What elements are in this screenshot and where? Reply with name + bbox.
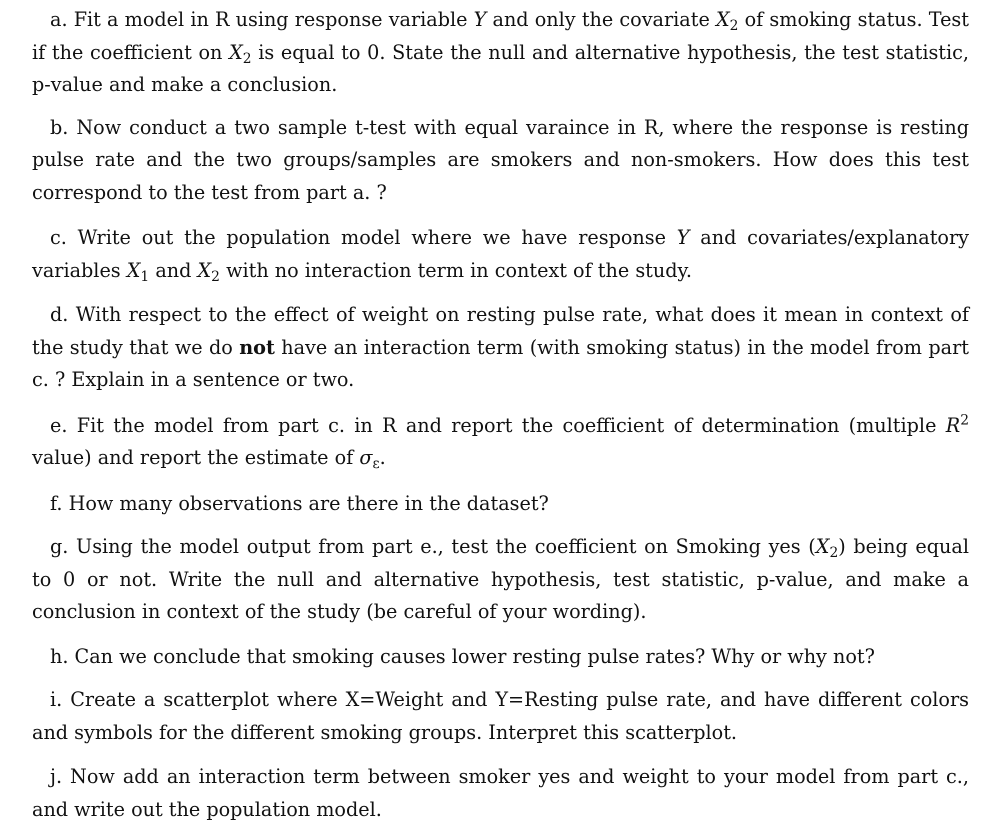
question-c-text-2: and covariates/explanatory variables	[32, 226, 969, 282]
question-a-text-4: is equal to 0. State the null and alternative hypothesis, the test statistic, p-value and make a conclusion.	[32, 40, 969, 96]
variable-y: Y	[473, 8, 487, 31]
question-d-text-2: have an interaction term (with smoking status) in the model from part c. ? Explain in a sentence or two.	[32, 335, 969, 391]
question-g	[32, 531, 969, 629]
question-a-text-1: a. Fit a model in R using response variable	[50, 8, 474, 31]
question-c	[32, 222, 969, 287]
question-d	[32, 299, 969, 397]
question-c-text-1: c. Write out the population model where we have response	[50, 226, 677, 249]
variable-x2: $X_2$	[197, 258, 220, 285]
question-a-text-3: of smoking status. Test if the coefficient on	[32, 8, 969, 64]
r-squared: $R^2$	[945, 411, 969, 437]
variable-x2: $X_2$	[815, 535, 839, 561]
question-f: f. How many observations are there in the dataset?	[50, 491, 549, 515]
variable-x2: $X_2$	[715, 8, 739, 34]
emphasis-not: not	[239, 335, 275, 359]
document-page	[32, 4, 969, 826]
variable-y: Y	[676, 226, 690, 249]
question-b: b. Now conduct a two sample t-test with equal varaince in R, where the response is resting pulse rate and the two groups/samples are smokers and non-smokers. How does this test correspond to the test from part a. ?	[32, 115, 969, 204]
question-i: i. Create a scatterplot where X=Weight and Y=Resting pulse rate, and have different colors and symbols for the different smoking groups. Interpret this scatterplot.	[32, 688, 969, 744]
sigma-epsilon: $\sigma_\varepsilon$	[359, 446, 380, 472]
question-a	[32, 4, 969, 102]
question-e	[32, 410, 969, 475]
question-d-text-1: d. With respect to the effect of weight on resting pulse rate, what does it mean in context of the study that we do	[32, 303, 969, 359]
variable-x2: $X_2$	[229, 40, 252, 67]
question-e-text-1: e. Fit the model from part c. in R and report the coefficient of determination (multiple	[50, 413, 946, 437]
question-c-text-4: with no interaction term in context of the study.	[219, 258, 692, 282]
variable-x1: $X_1$	[126, 258, 150, 285]
question-j: j. Now add an interaction term between smoker yes and weight to your model from part c., and write out the population model.	[32, 765, 969, 821]
question-h: h. Can we conclude that smoking causes lower resting pulse rates? Why or why not?	[50, 644, 875, 668]
question-e-text-3: .	[379, 446, 386, 469]
question-g-text-1: g. Using the model output from part e., test the coefficient on Smoking yes (	[50, 535, 816, 558]
question-g-text-2: ) being equal to 0 or not. Write the null and alternative hypothesis, test statistic, p-value, and make a conclusion in context of the study (be careful of your wording).	[32, 535, 969, 623]
question-e-text-2: value) and report the estimate of	[32, 446, 360, 469]
question-c-text-3: and	[149, 258, 198, 282]
question-a-text-2: and only the covariate	[486, 8, 716, 31]
